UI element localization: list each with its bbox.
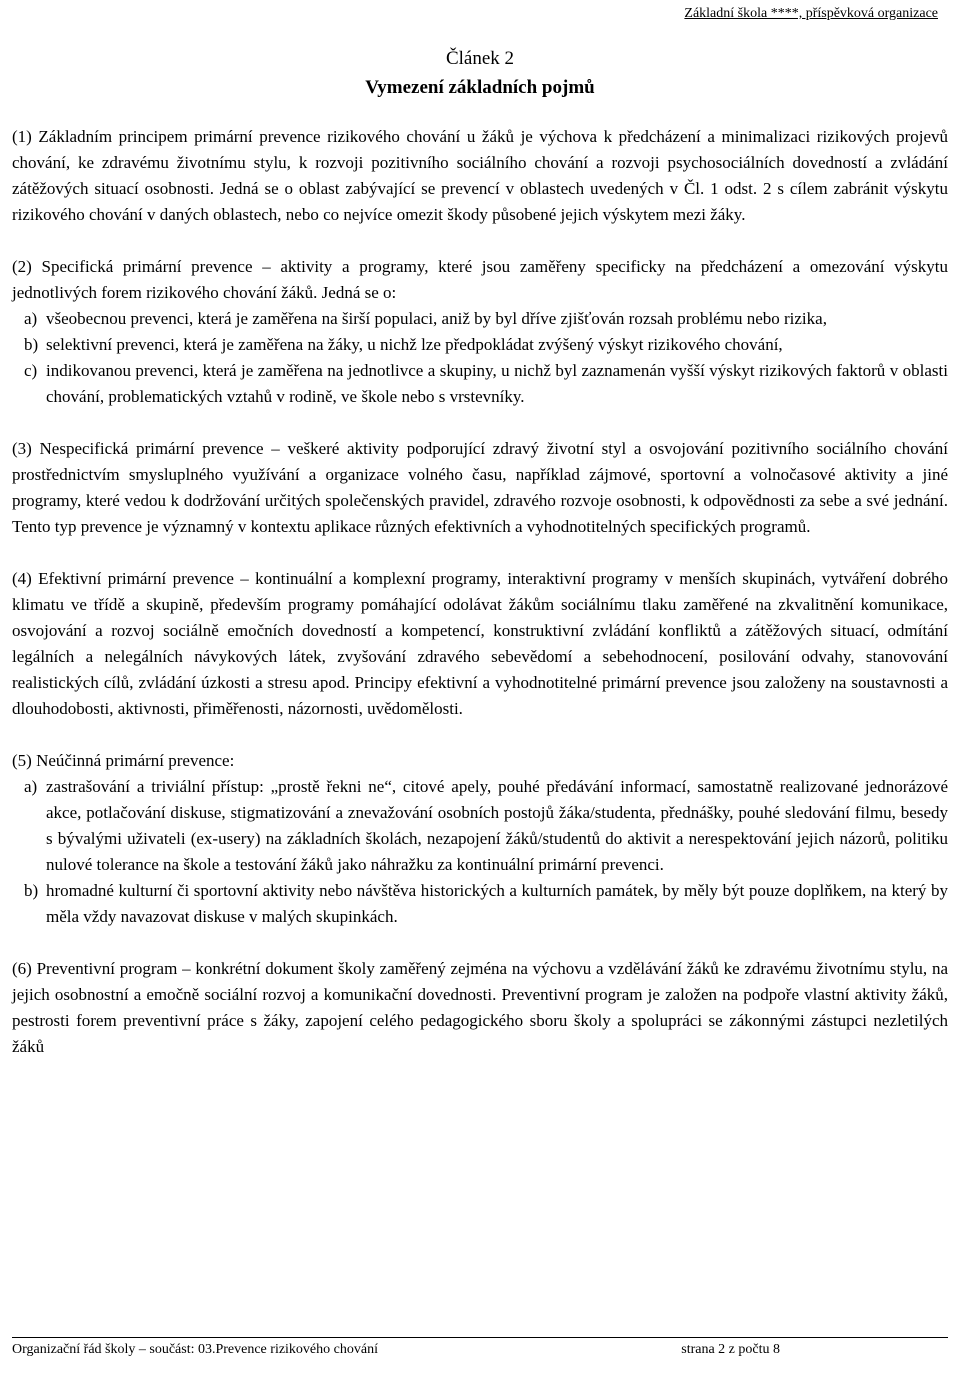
list-item-label: b) — [24, 335, 39, 354]
list-item-label: c) — [24, 361, 38, 380]
list-item — [12, 332, 948, 358]
article-heading: Vymezení základních pojmů — [365, 77, 595, 98]
paragraph-2: (2) Specifická primární prevence – aktivity a programy, které jsou zaměřeny specificky na předcházení a omezování výskytu jednotlivých forem rizikového chování žáků. Jedná se o: — [12, 257, 948, 302]
list-item — [12, 306, 948, 332]
list-item — [12, 358, 948, 410]
list-item-label: a) — [24, 777, 38, 796]
list-item-label: b) — [24, 881, 39, 900]
paragraph-3: (3) Nespecifická primární prevence – veškeré aktivity podporující zdravý životní styl a osvojování pozitivního sociálního chování prostřednictvím smysluplného využívání a organizace volného času, například zájmové, sportovní a volnočasové aktivity a jiné programy, které vedou k dodržování určitých společenských pravidel, zdravého rozvoje osobnosti, k odpovědnosti za sebe a své jednání. Tento typ prevence je významný v kontextu aplikace různých efektivních a vyhodnotitelných specifických programů. — [12, 439, 948, 536]
list-item-text: hromadné kulturní či sportovní aktivity nebo návštěva historických a kulturních památek, by měly být pouze doplňkem, na který by měla vždy navazovat diskuse v malých skupinkách. — [46, 881, 948, 926]
list-item-label: a) — [24, 309, 38, 328]
footer-page-number: strana 2 z počtu 8 — [681, 1342, 780, 1357]
list-item — [12, 878, 948, 930]
paragraph-1: (1) Základním principem primární prevence rizikového chování u žáků je výchova k předcházení a minimalizaci rizikových projevů chování, ke zdravému životnímu stylu, k rozvoji pozitivního sociálního chování a rozvoji psychosociálních dovedností a zvládání zátěžových situací osobnosti. Jedná se o oblast zabývající se prevencí v oblastech uvedených v Čl. 1 odst. 2 s cílem zabránit výskytu rizikového chování v daných oblastech, nebo co nejvíce omezit škody působené jejich výskytem mezi žáky. — [12, 127, 948, 224]
paragraph-5: (5) Neúčinná primární prevence: — [12, 751, 235, 770]
list-item-text: indikovanou prevenci, která je zaměřena na jednotlivce a skupiny, u nichž byl zaznamenán vyšší výskyt rizikových faktorů v oblasti chování, problematických vztahů v rodině, ve škole nebo s vrstevníky. — [46, 361, 948, 406]
list-item-text: zastrašování a triviální přístup: „prostě řekni ne“, citové apely, pouhé předávání informací, samostatně realizované jednorázové akce, potlačování diskuse, stigmatizování a znevažování osobních postojů žáka/studenta, přednášky, pouhé sledování filmu, besedy s bývalými uživateli (ex-usery) na základních školách, nezapojení žáků/studentů do aktivit a nerespektování jejich názorů, politiku nulové tolerance na škole a testování žáků jako náhražku za kontinuální primární prevenci. — [46, 777, 948, 874]
list-item-text: selektivní prevenci, která je zaměřena na žáky, u nichž lze předpokládat zvýšený výskyt rizikového chování, — [46, 335, 783, 354]
article-number: Článek 2 — [445, 48, 515, 69]
footer-document-name: Organizační řád školy – součást: 03.Prevence rizikového chování — [12, 1342, 378, 1357]
paragraph-6: (6) Preventivní program – konkrétní dokument školy zaměřený zejména na výchovu a vzdělávání žáků ke zdravému životnímu stylu, na jejich osobnostní a emočně sociální rozvoj a komunikační dovednosti. Preventivní program je založen na podpoře vlastní aktivity žáků, pestrosti forem preventivní práce s žáky, zapojení celého pedagogického sboru školy a spolupráci se zákonnými zástupci nezletilých žáků — [12, 959, 948, 1056]
document-body — [12, 124, 948, 1060]
paragraph-4: (4) Efektivní primární prevence – kontinuální a komplexní programy, interaktivní programy v menších skupinách, vytváření dobrého klimatu ve třídě a skupině, především programy pomáhající odolávat žákům sociálnímu tlaku zaměřené na zkvalitnění komunikace, osvojování a rozvoj sociálně emočních dovedností a kompetencí, konstruktivní zvládání konfliktů a zátěžových situací, odmítání legálních a nelegálních návykových látek, zvyšování zdravého sebevědomí a sebehodnocení, posilování odvahy, stanovování realistických cílů, zvládání úzkosti a stresu apod. Principy efektivní a vyhodnotitelné primární prevence jsou založeny na soustavnosti a dlouhodobosti, aktivnosti, přiměřenosti, názornosti, uvědomělosti. — [12, 569, 948, 718]
list-item — [12, 774, 948, 878]
page-header: Základní škola ****, příspěvková organizace — [684, 6, 938, 21]
list-item-text: všeobecnou prevenci, která je zaměřena na širší populaci, aniž by byl dříve zjišťován rozsah problému nebo rizika, — [46, 309, 827, 328]
article-title — [0, 44, 960, 102]
page-footer — [12, 1337, 948, 1362]
